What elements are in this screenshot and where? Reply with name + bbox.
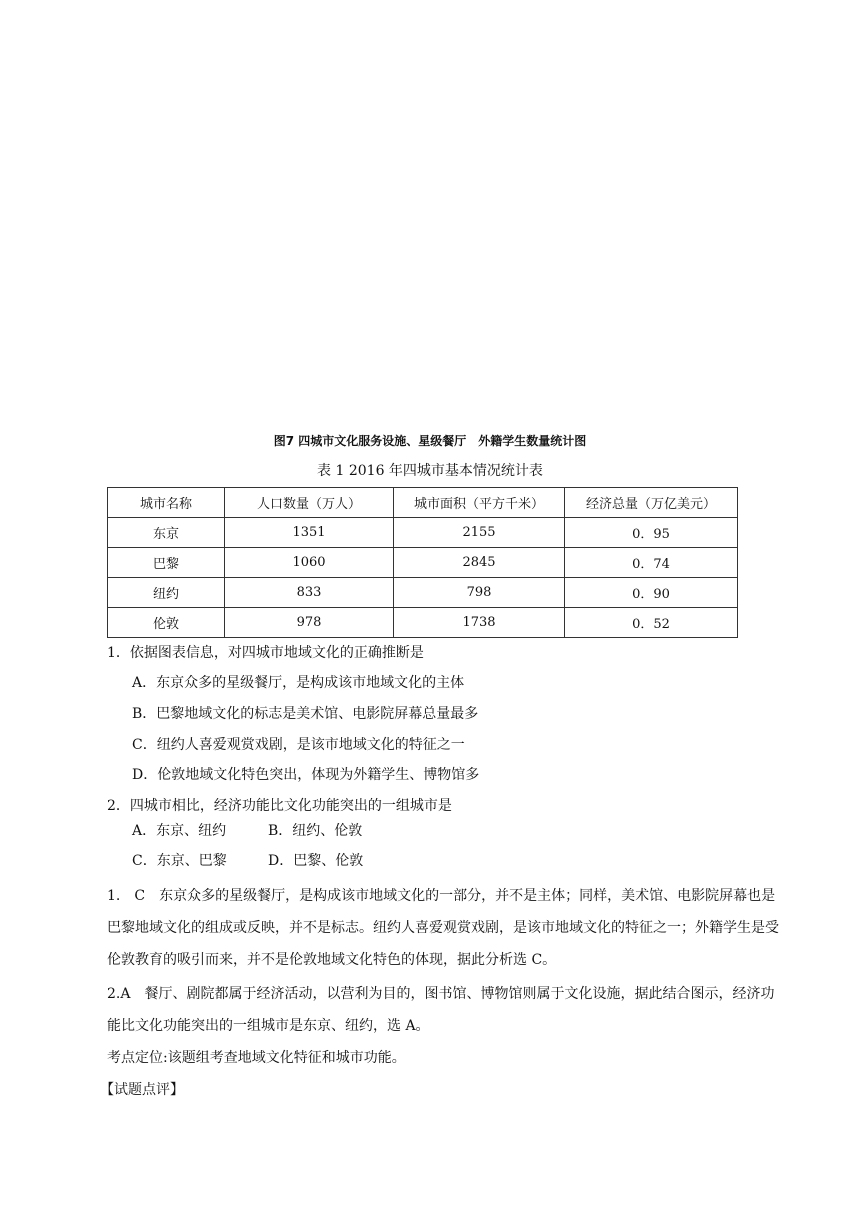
question-2-option-c: C．东京、巴黎 — [132, 853, 227, 869]
figure-caption: 图7 四城市文化服务设施、星级餐厅 外籍学生数量统计图 — [273, 434, 587, 448]
table-cell: 纽约 — [108, 578, 225, 608]
table-cell: 1351 — [225, 518, 394, 548]
table-cell: 0．95 — [565, 518, 738, 548]
header-city: 城市名称 — [108, 488, 225, 518]
question-1-option-d: D．伦敦地域文化特色突出，体现为外籍学生、博物馆多 — [132, 767, 480, 783]
answer-2-explanation: 2.A 餐厅、剧院都属于经济活动，以营利为目的，图书馆、博物馆则属于文化设施，据此结合图示，经济功能比文化功能突出的一组城市是东京、纽约，选 A。 — [107, 986, 775, 1034]
table-cell: 798 — [394, 578, 565, 608]
table-cell: 巴黎 — [108, 548, 225, 578]
question-1-option-c: C．纽约人喜爱观赏戏剧，是该市地域文化的特征之一 — [132, 737, 465, 753]
answer-1-explanation: 1. C 东京众多的星级餐厅，是构成该市地域文化的一部分，并不是主体；同样，美术馆、电影院屏幕也是巴黎地域文化的组成或反映，并不是标志。纽约人喜爱观赏戏剧，是该市地域文化的特征之一；外籍学生是受伦敦教育的吸引而来，并不是伦敦地域文化特色的体现，据此分析选 C。 — [107, 888, 779, 968]
table-row — [108, 548, 738, 578]
question-1-stem: 1．依据图表信息，对四城市地域文化的正确推断是 — [107, 645, 424, 661]
table-cell: 833 — [225, 578, 394, 608]
table-cell: 伦敦 — [108, 608, 225, 638]
table-cell: 1060 — [225, 548, 394, 578]
table-cell: 2155 — [394, 518, 565, 548]
table-cell: 0．52 — [565, 608, 738, 638]
header-area: 城市面积（平方千米） — [394, 488, 565, 518]
city-stats-table — [107, 487, 738, 638]
header-gdp: 经济总量（万亿美元） — [565, 488, 738, 518]
table-cell: 0．74 — [565, 548, 738, 578]
table-row — [108, 518, 738, 548]
question-1-option-b: B．巴黎地域文化的标志是美术馆、电影院屏幕总量最多 — [132, 706, 479, 722]
review-heading: 【试题点评】 — [100, 1082, 184, 1098]
exam-point: 考点定位:该题组考查地域文化特征和城市功能。 — [107, 1050, 406, 1066]
table-cell: 东京 — [108, 518, 225, 548]
table-header-row — [108, 488, 738, 518]
radar-figure — [0, 0, 860, 430]
table-row — [108, 608, 738, 638]
header-population: 人口数量（万人） — [225, 488, 394, 518]
table-row — [108, 578, 738, 608]
table-cell: 1738 — [394, 608, 565, 638]
table-cell: 0．90 — [565, 578, 738, 608]
table-title: 表 1 2016 年四城市基本情况统计表 — [317, 463, 543, 479]
question-2-option-a: A．东京、纽约 — [132, 823, 227, 839]
table-cell: 978 — [225, 608, 394, 638]
question-1-option-a: A．东京众多的星级餐厅，是构成该市地域文化的主体 — [132, 675, 465, 691]
question-2-stem: 2．四城市相比，经济功能比文化功能突出的一组城市是 — [107, 798, 452, 814]
table-cell: 2845 — [394, 548, 565, 578]
question-2-option-d: D．巴黎、伦敦 — [268, 853, 364, 869]
question-2-option-b: B．纽约、伦敦 — [268, 823, 363, 839]
